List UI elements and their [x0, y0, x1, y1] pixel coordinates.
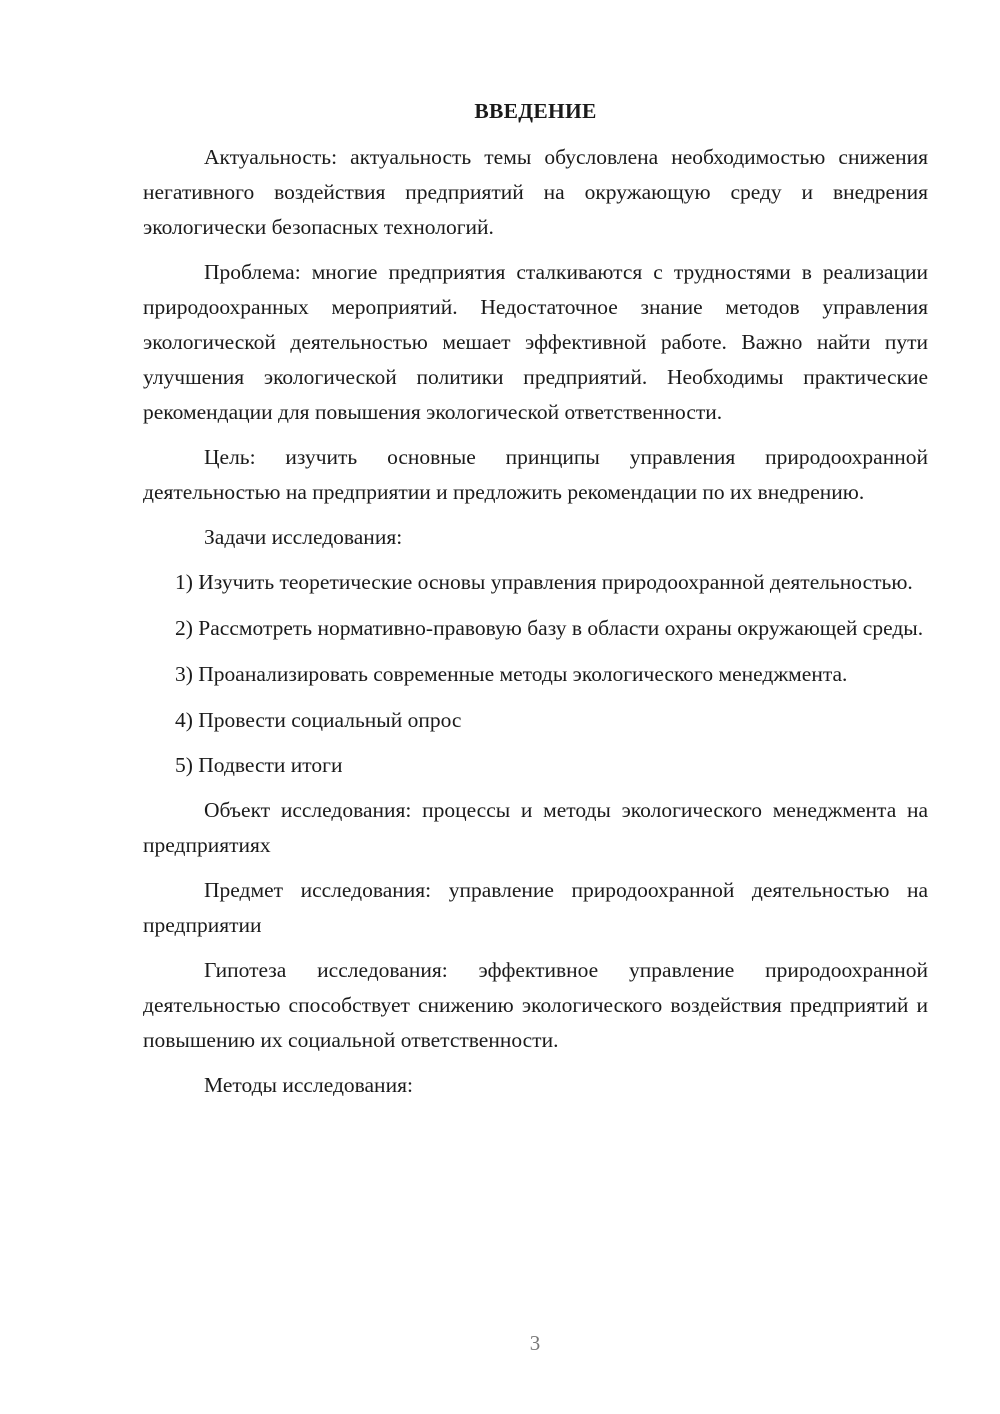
goal-paragraph: Цель: изучить основные принципы управления природоохранной деятельностью на предприятии и предложить рекомендации по их внедрению.	[143, 445, 928, 504]
subject-paragraph: Предмет исследования: управление природоохранной деятельностью на предприятии	[143, 878, 928, 937]
page-title: ВВЕДЕНИЕ	[474, 99, 597, 123]
page-number: 3	[529, 1331, 541, 1355]
task-item: 3) Проанализировать современные методы экологического менеджмента.	[175, 662, 848, 686]
task-item: 4) Провести социальный опрос	[175, 708, 462, 732]
hypothesis-paragraph: Гипотеза исследования: эффективное управление природоохранной деятельностью способствует снижению экологического воздействия предприятий и повышению их социальной ответственности.	[143, 958, 928, 1052]
task-item: 1) Изучить теоретические основы управления природоохранной деятельностью.	[175, 570, 913, 594]
task-item: 5) Подвести итоги	[175, 753, 343, 777]
document-page	[143, 94, 928, 1113]
task-item: 2) Рассмотреть нормативно-правовую базу в области охраны окружающей среды.	[175, 616, 924, 640]
problem-paragraph: Проблема: многие предприятия сталкиваются с трудностями в реализации природоохранных мероприятий. Недостаточное знание методов управления экологической деятельностью мешает эффективной работе. Важно найти пути улучшения экологической политики предприятий. Необходимы практические рекомендации для повышения экологической ответственности.	[143, 260, 928, 424]
relevance-paragraph: Актуальность: актуальность темы обусловлена необходимостью снижения негативного воздействия предприятий на окружающую среду и внедрения экологически безопасных технологий.	[143, 145, 928, 239]
tasks-heading: Задачи исследования:	[204, 525, 403, 549]
object-paragraph: Объект исследования: процессы и методы экологического менеджмента на предприятиях	[143, 798, 928, 857]
methods-heading: Методы исследования:	[204, 1073, 413, 1097]
